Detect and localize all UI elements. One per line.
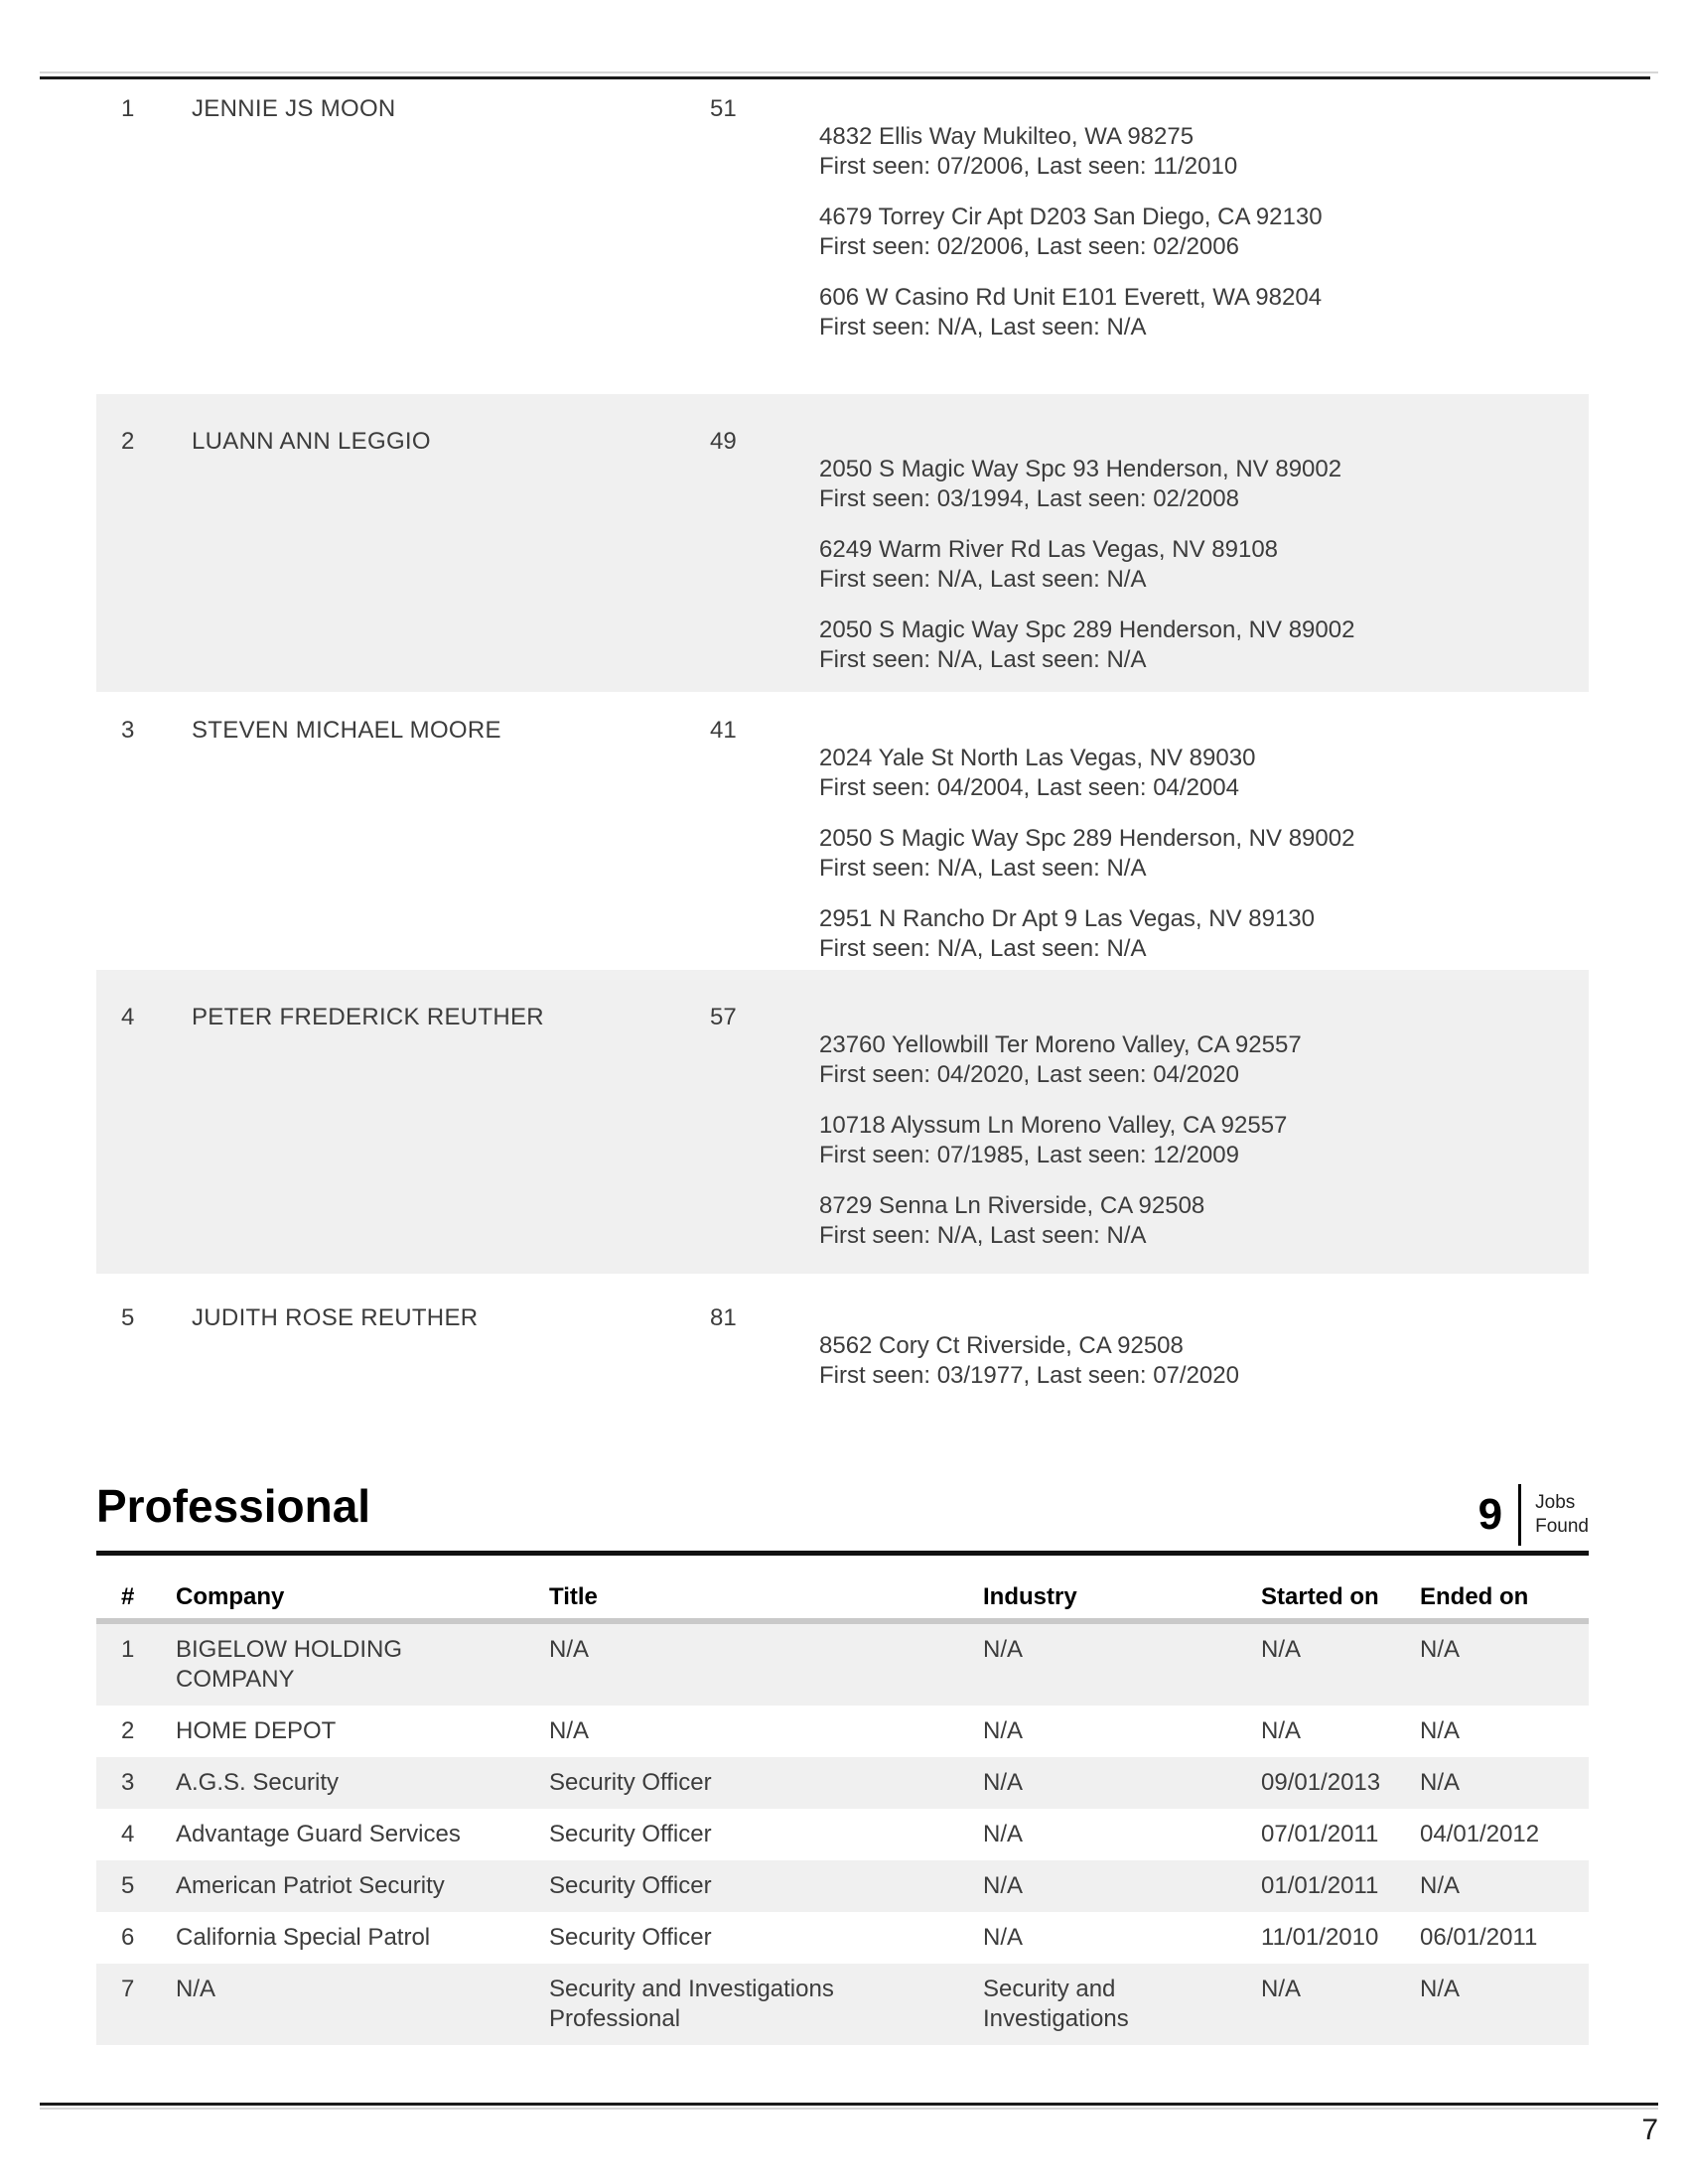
address-block xyxy=(819,744,1534,803)
table-header-row xyxy=(96,1582,1589,1612)
address-block xyxy=(819,283,1534,342)
address-seen-dates: First seen: 07/1985, Last seen: 12/2009 xyxy=(819,1142,1239,1168)
person-number: 1 xyxy=(121,95,135,122)
person-age: 49 xyxy=(710,428,737,455)
person-row xyxy=(96,692,1589,970)
cell-started: 01/01/2011 xyxy=(1261,1872,1379,1899)
person-name: JENNIE JS MOON xyxy=(192,95,396,122)
address-history xyxy=(819,455,1534,696)
cell-started: N/A xyxy=(1261,1636,1302,1663)
cell-number: 7 xyxy=(121,1976,135,2002)
address-seen-dates: First seen: 03/1977, Last seen: 07/2020 xyxy=(819,1362,1239,1389)
cell-title: Security Officer xyxy=(549,1769,712,1796)
column-header-company: Company xyxy=(176,1583,285,1610)
address-street: 4679 Torrey Cir Apt D203 San Diego, CA 92130 xyxy=(819,204,1323,230)
cell-ended: N/A xyxy=(1420,1717,1461,1744)
address-block xyxy=(819,824,1534,884)
jobs-found-divider xyxy=(1518,1484,1521,1546)
table-row xyxy=(96,1809,1589,1860)
column-header-number: # xyxy=(121,1583,135,1610)
address-seen-dates: First seen: 07/2006, Last seen: 11/2010 xyxy=(819,153,1238,180)
address-street: 2050 S Magic Way Spc 289 Henderson, NV 89002 xyxy=(819,825,1355,852)
cell-started: 07/01/2011 xyxy=(1261,1821,1379,1847)
person-number: 5 xyxy=(121,1304,135,1331)
cell-industry: N/A xyxy=(983,1821,1024,1847)
jobs-table-body xyxy=(96,1624,1589,2045)
person-name: LUANN ANN LEGGIO xyxy=(192,428,431,455)
table-top-border xyxy=(96,1551,1589,1556)
cell-ended: 06/01/2011 xyxy=(1420,1924,1538,1951)
cell-industry: N/A xyxy=(983,1872,1024,1899)
cell-ended: N/A xyxy=(1420,1976,1461,2002)
top-rule-light xyxy=(40,71,1658,73)
jobs-found-count: 9 xyxy=(1477,1490,1503,1539)
cell-company: HOME DEPOT xyxy=(176,1717,337,1744)
person-name: STEVEN MICHAEL MOORE xyxy=(192,717,501,744)
table-row xyxy=(96,1757,1589,1809)
cell-number: 5 xyxy=(121,1872,135,1899)
address-street: 8562 Cory Ct Riverside, CA 92508 xyxy=(819,1332,1184,1359)
address-street: 4832 Ellis Way Mukilteo, WA 98275 xyxy=(819,123,1195,150)
address-block xyxy=(819,904,1534,964)
address-seen-dates: First seen: N/A, Last seen: N/A xyxy=(819,314,1147,341)
cell-company: American Patriot Security xyxy=(176,1872,445,1899)
table-row xyxy=(96,1624,1589,1706)
address-seen-dates: First seen: N/A, Last seen: N/A xyxy=(819,855,1147,882)
cell-industry: N/A xyxy=(983,1924,1024,1951)
person-age: 81 xyxy=(710,1304,737,1331)
page-number: 7 xyxy=(1641,2114,1658,2146)
person-number: 2 xyxy=(121,428,135,455)
person-number: 4 xyxy=(121,1004,135,1030)
address-seen-dates: First seen: 04/2004, Last seen: 04/2004 xyxy=(819,774,1239,801)
address-street: 606 W Casino Rd Unit E101 Everett, WA 98204 xyxy=(819,284,1323,311)
table-row xyxy=(96,1706,1589,1757)
cell-number: 2 xyxy=(121,1717,135,1744)
bottom-rule-light xyxy=(40,2108,1658,2110)
address-block xyxy=(819,1111,1534,1170)
address-street: 23760 Yellowbill Ter Moreno Valley, CA 92557 xyxy=(819,1031,1302,1058)
cell-company: Advantage Guard Services xyxy=(176,1821,461,1847)
cell-title: Security and Investigations Professional xyxy=(549,1976,834,2032)
address-block xyxy=(819,122,1534,182)
cell-industry: N/A xyxy=(983,1717,1024,1744)
address-street: 2951 N Rancho Dr Apt 9 Las Vegas, NV 89130 xyxy=(819,905,1315,932)
cell-started: 09/01/2013 xyxy=(1261,1769,1381,1796)
address-history xyxy=(819,744,1534,985)
address-seen-dates: First seen: N/A, Last seen: N/A xyxy=(819,1222,1147,1249)
table-row xyxy=(96,1860,1589,1912)
cell-title: N/A xyxy=(549,1717,590,1744)
cell-ended: N/A xyxy=(1420,1636,1461,1663)
table-row xyxy=(96,1912,1589,1964)
address-street: 8729 Senna Ln Riverside, CA 92508 xyxy=(819,1192,1205,1219)
person-age: 41 xyxy=(710,717,737,744)
column-header-ended: Ended on xyxy=(1420,1583,1529,1610)
jobs-found-label-line1: Jobs xyxy=(1535,1492,1576,1513)
cell-industry: Security and Investigations xyxy=(983,1976,1129,2032)
column-header-title: Title xyxy=(549,1583,598,1610)
address-street: 2050 S Magic Way Spc 93 Henderson, NV 89002 xyxy=(819,456,1342,482)
person-row xyxy=(96,970,1589,1274)
column-header-industry: Industry xyxy=(983,1583,1077,1610)
cell-number: 6 xyxy=(121,1924,135,1951)
cell-ended: N/A xyxy=(1420,1769,1461,1796)
cell-company: California Special Patrol xyxy=(176,1924,431,1951)
address-seen-dates: First seen: 03/1994, Last seen: 02/2008 xyxy=(819,485,1239,512)
cell-title: Security Officer xyxy=(549,1924,712,1951)
jobs-found-badge xyxy=(1478,1484,1589,1546)
cell-industry: N/A xyxy=(983,1769,1024,1796)
person-name: JUDITH ROSE REUTHER xyxy=(192,1304,479,1331)
address-street: 6249 Warm River Rd Las Vegas, NV 89108 xyxy=(819,536,1279,563)
person-row xyxy=(96,79,1589,394)
person-name: PETER FREDERICK REUTHER xyxy=(192,1004,544,1030)
cell-title: Security Officer xyxy=(549,1821,712,1847)
address-block xyxy=(819,1030,1534,1090)
address-block xyxy=(819,1191,1534,1251)
cell-company: N/A xyxy=(176,1976,216,2002)
person-list xyxy=(96,79,1589,1430)
address-block xyxy=(819,535,1534,595)
section-title: Professional xyxy=(96,1480,371,1532)
address-block xyxy=(819,615,1534,675)
address-history xyxy=(819,1030,1534,1272)
table-row xyxy=(96,1964,1589,2045)
person-row xyxy=(96,394,1589,692)
person-age: 57 xyxy=(710,1004,737,1030)
address-seen-dates: First seen: N/A, Last seen: N/A xyxy=(819,566,1147,593)
column-header-started: Started on xyxy=(1261,1583,1379,1610)
cell-ended: N/A xyxy=(1420,1872,1461,1899)
address-seen-dates: First seen: N/A, Last seen: N/A xyxy=(819,646,1147,673)
cell-started: 11/01/2010 xyxy=(1261,1924,1379,1951)
cell-ended: 04/01/2012 xyxy=(1420,1821,1540,1847)
cell-number: 4 xyxy=(121,1821,135,1847)
address-block xyxy=(819,1331,1534,1391)
jobs-found-label-line2: Found xyxy=(1535,1516,1589,1537)
cell-company: BIGELOW HOLDING COMPANY xyxy=(176,1636,403,1693)
cell-started: N/A xyxy=(1261,1976,1302,2002)
jobs-found-label xyxy=(1535,1491,1589,1539)
address-block xyxy=(819,203,1534,262)
address-history xyxy=(819,1331,1534,1412)
cell-company: A.G.S. Security xyxy=(176,1769,340,1796)
cell-industry: N/A xyxy=(983,1636,1024,1663)
cell-number: 3 xyxy=(121,1769,135,1796)
bottom-rule xyxy=(40,2103,1658,2106)
cell-title: N/A xyxy=(549,1636,590,1663)
person-age: 51 xyxy=(710,95,737,122)
address-seen-dates: First seen: N/A, Last seen: N/A xyxy=(819,935,1147,962)
person-number: 3 xyxy=(121,717,135,744)
address-seen-dates: First seen: 02/2006, Last seen: 02/2006 xyxy=(819,233,1239,260)
address-block xyxy=(819,455,1534,514)
address-street: 2024 Yale St North Las Vegas, NV 89030 xyxy=(819,745,1256,771)
cell-started: N/A xyxy=(1261,1717,1302,1744)
address-history xyxy=(819,122,1534,363)
address-street: 2050 S Magic Way Spc 289 Henderson, NV 89002 xyxy=(819,616,1355,643)
address-seen-dates: First seen: 04/2020, Last seen: 04/2020 xyxy=(819,1061,1239,1088)
person-row xyxy=(96,1274,1589,1430)
cell-title: Security Officer xyxy=(549,1872,712,1899)
cell-number: 1 xyxy=(121,1636,135,1663)
address-street: 10718 Alyssum Ln Moreno Valley, CA 92557 xyxy=(819,1112,1288,1139)
